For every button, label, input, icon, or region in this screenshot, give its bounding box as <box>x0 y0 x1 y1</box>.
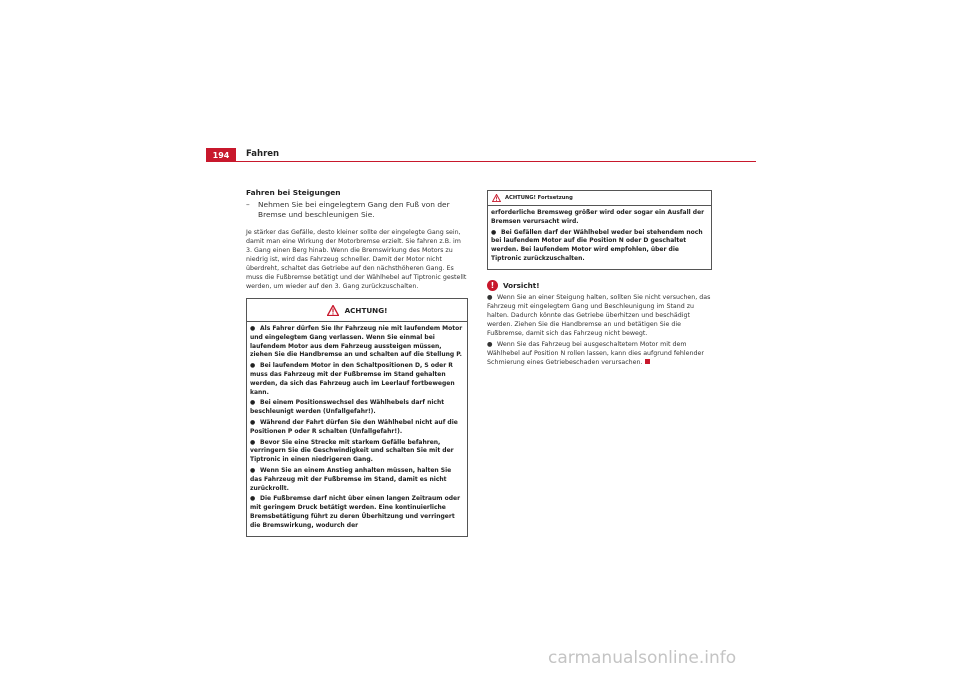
caution-body <box>487 293 712 367</box>
caution-item: ● Wenn Sie an einer Steigung halten, sollten Sie nicht versuchen, das Fahrzeug mit eingelegtem Gang und Beschleunigung im Stand zu halten. Dadurch könnte das Getriebe überhitzen und beschädigt werden. Ziehen Sie die Handbremse an und betätigen Sie die Fußbremse, damit sich das Fahrzeug nicht bewegt. <box>487 293 711 337</box>
warning-triangle-icon <box>492 194 501 202</box>
section-end-marker <box>645 359 650 364</box>
caution-title: Vorsicht! <box>503 280 540 290</box>
exclamation-icon: ! <box>487 280 498 291</box>
page-number: 194 <box>206 148 236 162</box>
warning-continued-box <box>487 190 712 270</box>
warning-continued-header <box>488 191 711 206</box>
header-divider <box>206 161 756 162</box>
warning-continued-body <box>488 206 711 269</box>
warning-body <box>247 322 467 536</box>
right-column <box>487 190 712 369</box>
bullet-icon: ● <box>250 325 256 332</box>
section-heading: Fahren bei Steigungen <box>246 188 341 197</box>
warning-title: ACHTUNG! <box>344 305 388 315</box>
warning-item: ● Als Fahrer dürfen Sie Ihr Fahrzeug nie mit laufendem Motor und eingelegtem Gang verlassen. Wenn Sie einmal bei laufendem Motor aus dem Fahrzeug aussteigen müssen, ziehen Sie die Handbremse an und schalten auf die Stellung P. <box>250 325 463 359</box>
warning-item: ● Wenn Sie an einem Anstieg anhalten müssen, halten Sie das Fahrzeug mit der Fußbremse im Stand, damit es nicht zurückrollt. <box>250 466 452 492</box>
instruction-step <box>246 200 468 220</box>
warning-item: ● Die Fußbremse darf nicht über einen langen Zeitraum oder mit geringem Druck betätigt werden. Eine kontinuierliche Bremsbetätigung führt zu deren Überhitzung und verringert die Bremswirkung, wodurch der <box>250 495 461 529</box>
bullet-icon: ● <box>250 466 256 474</box>
warning-box <box>246 298 468 537</box>
warning-item: ● Bei laufendem Motor in den Schaltpositionen D, S oder R muss das Fahrzeug mit der Fußbremse im Stand gehalten werden, da sich das Fahrzeug auch im Leerlauf fortbewegen kann. <box>250 362 455 396</box>
warning-continued-title: ACHTUNG! Fortsetzung <box>505 194 573 201</box>
warning-item: ● Bei Gefällen darf der Wählhebel weder bei stehendem noch bei laufendem Motor auf die Position N oder D geschaltet werden. Bei laufendem Motor wird empfohlen, über die Tiptronic zurückzuschalten. <box>491 228 703 262</box>
watermark: carmanualsonline.info <box>548 648 737 668</box>
left-column <box>246 188 468 537</box>
warning-triangle-icon <box>327 305 339 316</box>
warning-item: ● Während der Fahrt dürfen Sie den Wählhebel nicht auf die Positionen P oder R schalten (Unfallgefahr!). <box>250 418 458 435</box>
chapter-title: Fahren <box>246 149 280 159</box>
body-paragraph: Je stärker das Gefälle, desto kleiner sollte der eingelegte Gang sein, damit man eine Wirkung der Motorbremse erzielt. Sie fahren z.B. im 3. Gang einen Berg hinab. Wenn die Bremswirkung des Motors zu niedrig ist, wird das Fahrzeug schneller. Damit der Motor nicht überdreht, schaltet das Getriebe auf den nächsthöheren Gang. Es muss die Fußbremse betätigt und der Wählhebel auf Tiptronic gestellt werden, um wieder auf den 3. Gang zurückzuschalten. <box>246 229 467 290</box>
caution-header <box>487 280 712 291</box>
warning-item: ● Bei einem Positionswechsel des Wählhebels darf nicht beschleunigt werden (Unfallgefahr!). <box>250 399 445 416</box>
bullet-icon: ● <box>250 399 256 407</box>
step-text: Nehmen Sie bei eingelegtem Gang den Fuß von der Bremse und beschleunigen Sie. <box>258 200 450 219</box>
caution-item: ● Wenn Sie das Fahrzeug bei ausgeschaltetem Motor mit dem Wählhebel auf Position N rollen lassen, kann dies aufgrund fehlender Schmierung eines Getriebeschaden verursachen. <box>487 340 704 366</box>
bullet-icon: ● <box>487 340 493 348</box>
bullet-icon: ● <box>250 495 256 503</box>
bullet-icon: ● <box>491 228 497 236</box>
warning-header <box>247 299 467 322</box>
bullet-icon: ● <box>487 293 493 301</box>
bullet-icon: ● <box>250 418 256 426</box>
warning-continued-text: erforderliche Bremsweg größer wird oder sogar ein Ausfall der Bremsen verursacht wird. <box>491 209 705 225</box>
bullet-icon: ● <box>250 438 256 446</box>
bullet-icon: ● <box>250 362 256 370</box>
step-dash: – <box>246 200 250 209</box>
warning-item: ● Bevor Sie eine Strecke mit starkem Gefälle befahren, verringern Sie die Geschwindigkeit und schalten Sie mit der Tiptronic in einen niedrigeren Gang. <box>250 438 454 464</box>
